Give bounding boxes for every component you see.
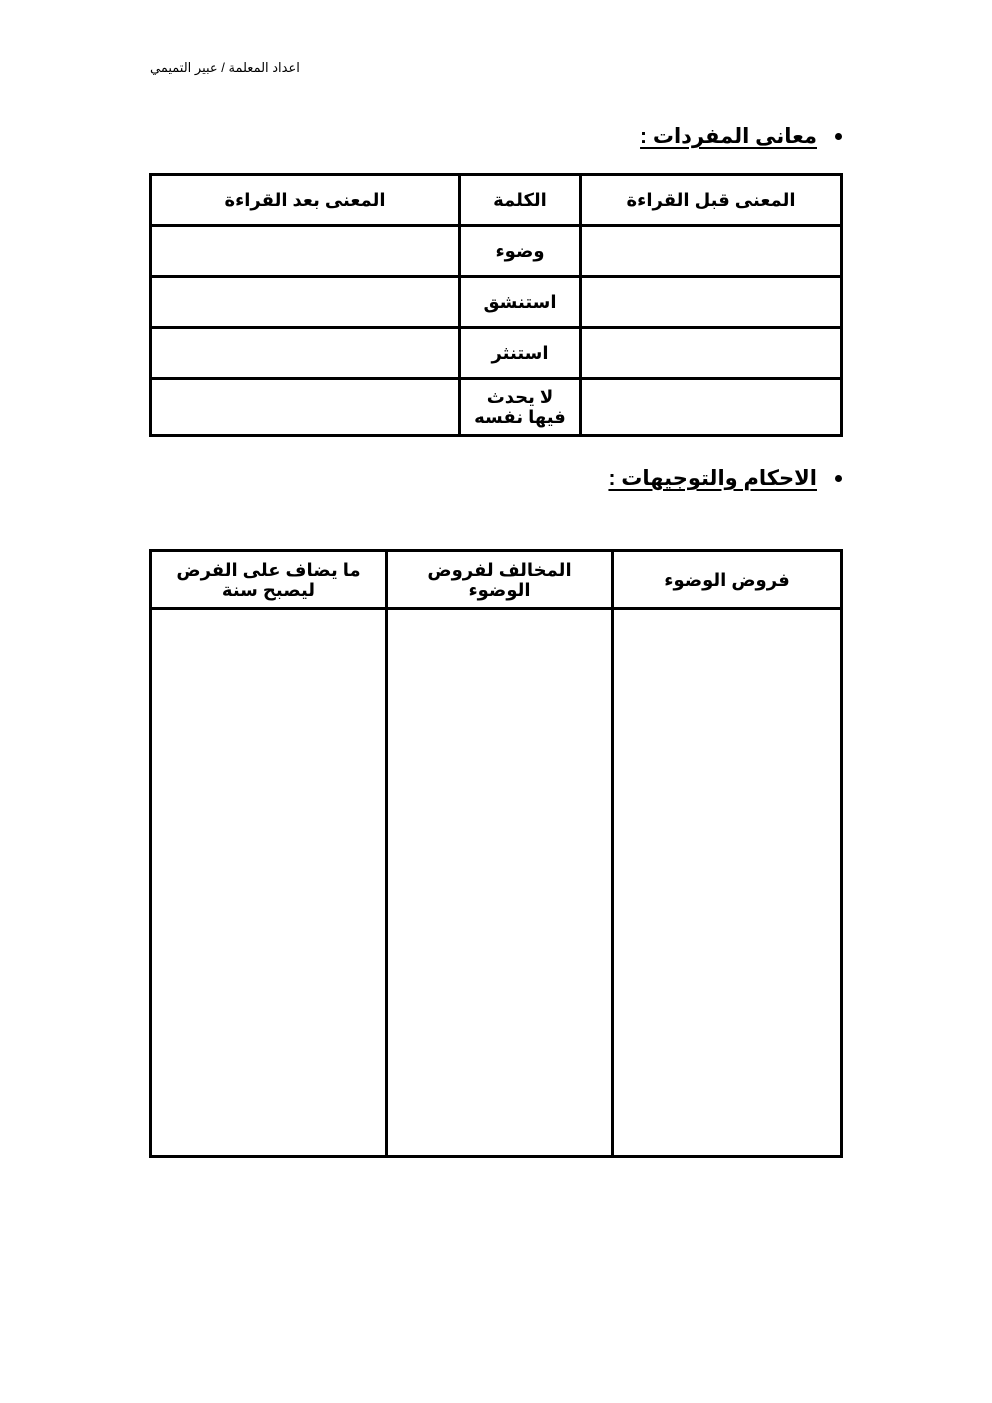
before-cell[interactable] xyxy=(581,328,842,379)
vocabulary-table xyxy=(149,173,843,437)
before-cell[interactable] xyxy=(581,379,842,436)
column-header-word: الكلمة xyxy=(460,175,581,226)
word-cell: استنثر xyxy=(460,328,581,379)
vocabulary-heading-text: معانى المفردات : xyxy=(640,125,817,148)
column-header-obligations: فروض الوضوء xyxy=(613,551,842,609)
column-header-violations: المخالف لفروض الوضوء xyxy=(387,551,613,609)
word-cell: لا يحدث فيها نفسه xyxy=(460,379,581,436)
column-header-after: المعنى بعد القراءة xyxy=(151,175,460,226)
rules-heading-text: الاحكام والتوجيهات : xyxy=(608,467,817,490)
word-cell: وضوء xyxy=(460,226,581,277)
author-credit: اعداد المعلمة / عبير التميمي xyxy=(150,60,300,75)
table-header-row xyxy=(151,175,842,226)
table-row xyxy=(151,379,842,436)
sunnah-additions-answer-cell[interactable] xyxy=(151,609,387,1157)
table-row xyxy=(151,226,842,277)
violations-answer-cell[interactable] xyxy=(387,609,613,1157)
before-cell[interactable] xyxy=(581,277,842,328)
after-cell[interactable] xyxy=(151,328,460,379)
before-cell[interactable] xyxy=(581,226,842,277)
after-cell[interactable] xyxy=(151,226,460,277)
column-header-sunnah-additions: ما يضاف على الفرض ليصبح سنة xyxy=(151,551,387,609)
obligations-answer-cell[interactable] xyxy=(613,609,842,1157)
table-row xyxy=(151,328,842,379)
bullet-icon xyxy=(835,475,842,482)
table-row xyxy=(151,277,842,328)
vocabulary-heading xyxy=(640,124,842,149)
table-row xyxy=(151,609,842,1157)
table-header-row xyxy=(151,551,842,609)
rules-heading xyxy=(608,466,842,491)
column-header-before: المعنى قبل القراءة xyxy=(581,175,842,226)
bullet-icon xyxy=(835,133,842,140)
after-cell[interactable] xyxy=(151,379,460,436)
rules-table xyxy=(149,549,843,1158)
after-cell[interactable] xyxy=(151,277,460,328)
word-cell: استنشق xyxy=(460,277,581,328)
